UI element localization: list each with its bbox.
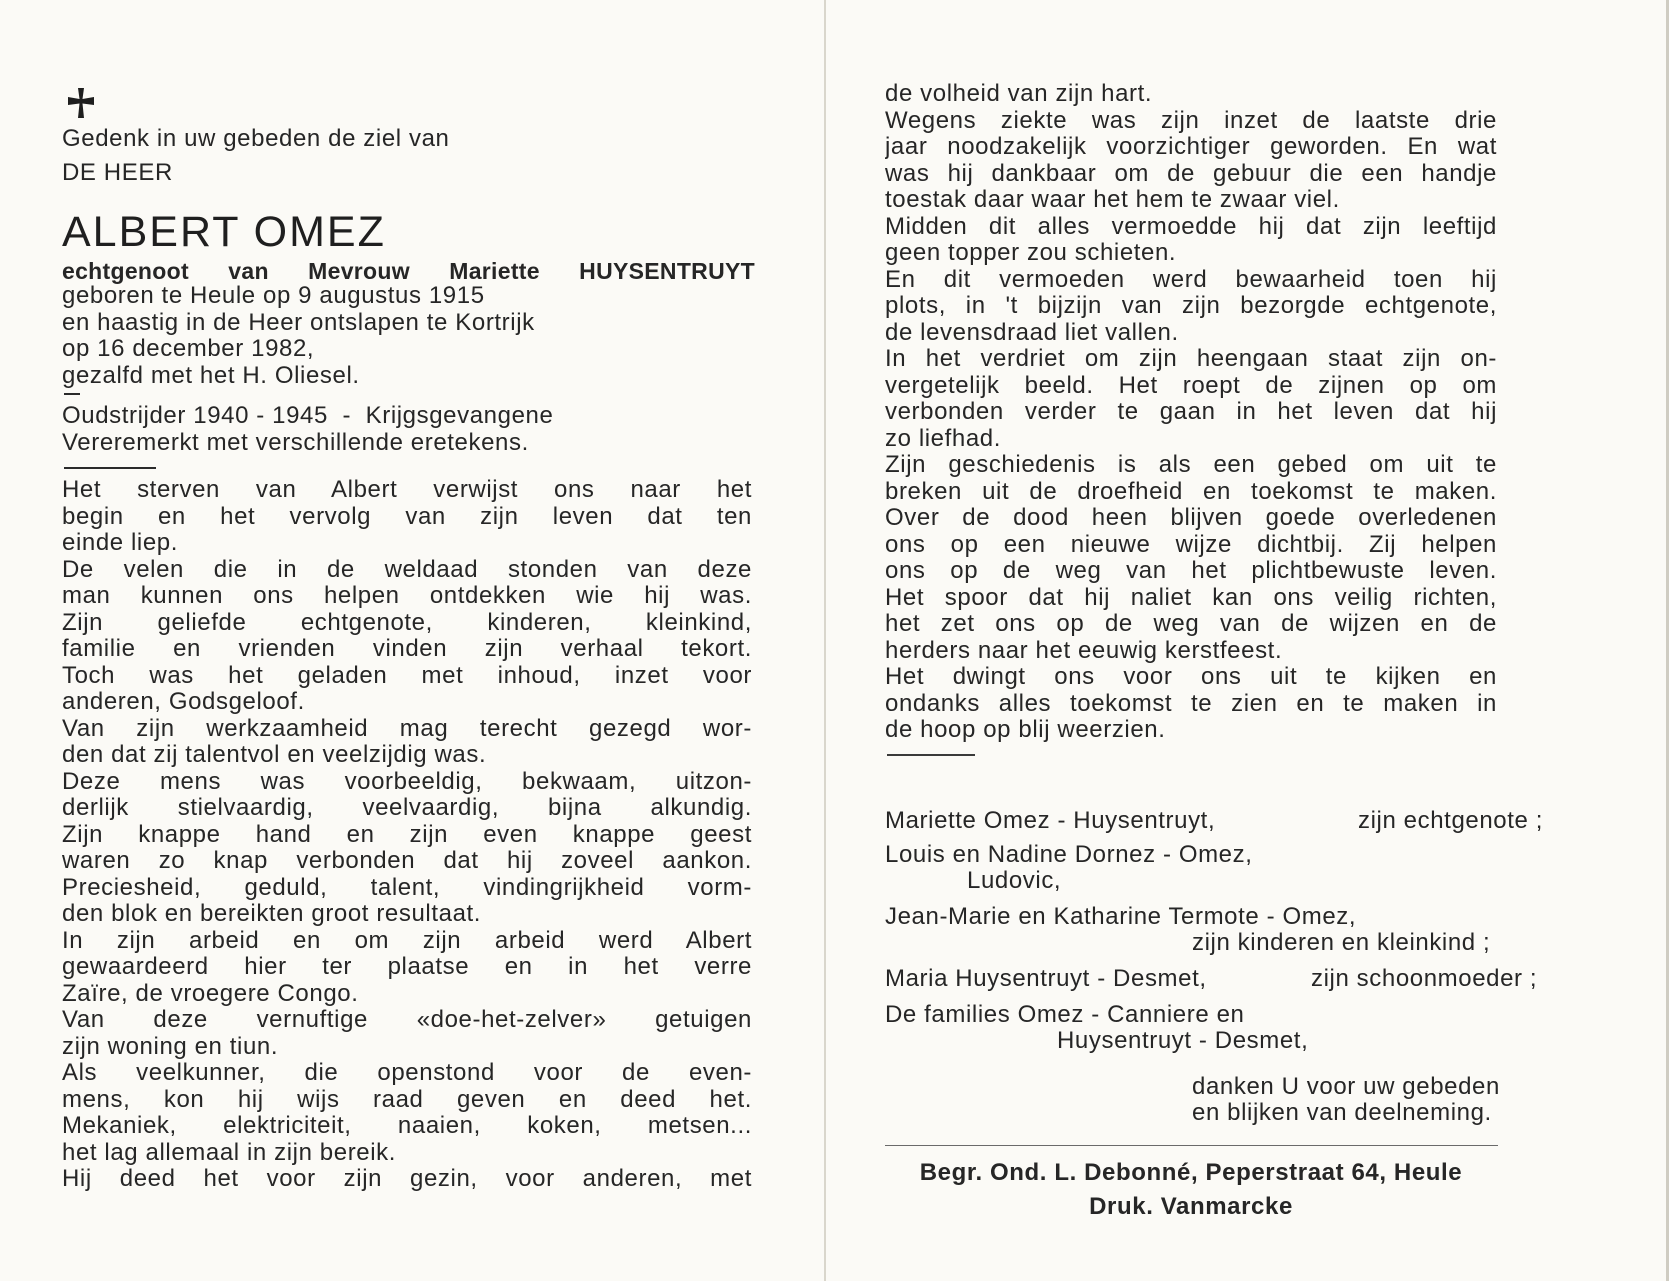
grandchild-line: Ludovic,: [967, 867, 1062, 894]
families-line-1: De families Omez - Canniere en: [885, 1001, 1245, 1028]
body-line: Het dwingt ons voor ons uit te kijken en: [885, 664, 1497, 690]
body-line: de volheid van zijn hart.: [885, 80, 1153, 107]
body-line: Mekaniek, elektriciteit, naaien, koken, metsen...: [62, 1113, 752, 1139]
honors-line: Vereremerkt met verschillende eretekens.: [62, 428, 529, 456]
body-line: de hoop op blij weerzien.: [885, 716, 1166, 743]
body-line: Preciesheid, geduld, talent, vindingrijkheid vorm-: [62, 874, 752, 901]
body-line: herders naar het eeuwig kerstfeest.: [885, 636, 1283, 664]
separator-line: [887, 754, 975, 756]
birth-line: en haastig in de Heer ontslapen te Kortrijk: [62, 308, 535, 336]
wife-role: zijn echtgenote ;: [1358, 807, 1543, 834]
separator-line: [64, 467, 156, 469]
cross-icon: [64, 86, 98, 120]
title-text: DE HEER: [62, 159, 173, 186]
body-line: de levensdraad liet vallen.: [885, 318, 1179, 346]
body-line: waren zo knap verbonden dat hij zoveel aankon.: [62, 848, 752, 874]
body-line: Wegens ziekte was zijn inzet de laatste drie: [885, 107, 1497, 134]
body-line: het lag allemaal in zijn bereik.: [62, 1138, 397, 1166]
deceased-name: ALBERT OMEZ: [62, 208, 386, 256]
printer-line-1: Begr. Ond. L. Debonné, Peperstraat 64, Heule: [919, 1159, 1463, 1186]
body-line: den dat zij talentvol en veelzijdig was.: [62, 741, 487, 768]
body-line: man kunnen ons helpen ontdekken wie hij was.: [62, 583, 752, 609]
thanks-line-2: en blijken van deelneming.: [1192, 1099, 1492, 1126]
child-line-1: Louis en Nadine Dornez - Omez,: [885, 841, 1253, 868]
mother-in-law-role: zijn schoonmoeder ;: [1311, 965, 1538, 992]
body-line: Deze mens was voorbeeldig, bekwaam, uitzon-: [62, 768, 752, 795]
body-line: verbonden verder te gaan in het leven dat hij: [885, 399, 1497, 425]
body-line: En dit vermoeden werd bewaarheid toen hij: [885, 266, 1497, 293]
body-line: toestak daar waar het hem te zwaar viel.: [885, 186, 1340, 213]
body-line: jaar noodzakelijk voorzichtiger geworden. En wat: [885, 134, 1497, 160]
body-line: Over de dood heen blijven goede overledenen: [885, 505, 1497, 531]
left-body: [62, 477, 752, 1193]
footer-rule: [885, 1145, 1498, 1146]
body-line: Van deze vernuftige «doe-het-zelver» getuigen: [62, 1007, 752, 1033]
body-line: einde liep.: [62, 529, 179, 556]
left-page: [0, 0, 826, 1281]
right-page: [826, 0, 1669, 1281]
body-line: Toch was het geladen met inhoud, inzet voor: [62, 662, 752, 689]
body-line: Van zijn werkzaamheid mag terecht gezegd wor-: [62, 715, 752, 742]
birth-block: [62, 283, 718, 389]
body-line: het zet ons op de weg van de wijzen en de: [885, 611, 1497, 637]
body-line: breken uit de droefheid en toekomst te maken.: [885, 478, 1497, 505]
body-line: vergetelijk beeld. Het roept de zijnen op om: [885, 372, 1497, 399]
body-line: ondanks alles toekomst te zien en te maken in: [885, 690, 1497, 717]
body-line: Hij deed het voor zijn gezin, voor anderen, met: [62, 1166, 752, 1192]
body-line: Het sterven van Albert verwijst ons naar het: [62, 477, 752, 503]
printer-line-2: Druk. Vanmarcke: [1089, 1193, 1293, 1220]
body-line: begin en het vervolg van zijn leven dat ten: [62, 503, 752, 530]
body-line: De velen die in de weldaad stonden van deze: [62, 556, 752, 583]
body-line: zijn woning en tiun.: [62, 1032, 279, 1060]
children-role: zijn kinderen en kleinkind ;: [1192, 929, 1491, 956]
body-line: mens, kon hij wijs raad geven en deed het.: [62, 1086, 752, 1113]
body-line: Zijn geliefde echtgenote, kinderen, kleinkind,: [62, 609, 752, 636]
body-line: gewaardeerd hier ter plaatse en in het verre: [62, 954, 752, 980]
body-line: Het spoor dat hij naliet kan ons veilig richten,: [885, 584, 1497, 611]
body-line: geen topper zou schieten.: [885, 239, 1177, 266]
body-line: anderen, Godsgeloof.: [62, 688, 305, 715]
mother-in-law-name: Maria Huysentruyt - Desmet,: [885, 965, 1207, 992]
birth-line: gezalfd met het H. Oliesel.: [62, 361, 360, 389]
wife-name: Mariette Omez - Huysentruyt,: [885, 807, 1216, 834]
families-line-2: Huysentruyt - Desmet,: [1057, 1027, 1309, 1054]
veteran-line: Oudstrijder 1940 - 1945 - Krijgsgevangene: [62, 402, 554, 429]
body-line: den blok en bereikten groot resultaat.: [62, 900, 482, 927]
spouse-line: echtgenoot van Mevrouw Mariette HUYSENTRUYT: [62, 258, 755, 284]
short-dash: [64, 393, 80, 395]
thanks-line-1: danken U voor uw gebeden: [1192, 1073, 1500, 1100]
body-line: ons op de weg van het plichtbewuste leven.: [885, 558, 1497, 584]
intro-text: Gedenk in uw gebeden de ziel van: [62, 125, 450, 152]
body-line: Zijn geschiedenis is als een gebed om uit te: [885, 452, 1497, 478]
body-line: familie en vrienden vinden zijn verhaal tekort.: [62, 636, 752, 662]
body-line: Zijn knappe hand en zijn even knappe geest: [62, 821, 752, 848]
body-line: Als veelkunner, die openstond voor de even-: [62, 1060, 752, 1086]
body-line: ons op een nieuwe wijze dichtbij. Zij helpen: [885, 531, 1497, 558]
body-line: Midden dit alles vermoedde hij dat zijn leeftijd: [885, 213, 1497, 240]
body-line: zo liefhad.: [885, 424, 1002, 452]
right-body: [885, 81, 1497, 744]
birth-line: geboren te Heule op 9 augustus 1915: [62, 282, 485, 309]
child-line-2: Jean-Marie en Katharine Termote - Omez,: [885, 903, 1357, 930]
body-line: derlijk stielvaardig, veelvaardig, bijna alkundig.: [62, 795, 752, 821]
body-line: was hij dankbaar om de gebuur die een handje: [885, 160, 1497, 187]
body-line: In het verdriet om zijn heengaan staat zijn on-: [885, 346, 1497, 372]
body-line: Zaïre, de vroegere Congo.: [62, 979, 359, 1007]
birth-line: op 16 december 1982,: [62, 335, 315, 362]
veteran-block: [62, 403, 709, 456]
body-line: In zijn arbeid en om zijn arbeid werd Albert: [62, 927, 752, 954]
body-line: plots, in 't bijzijn van zijn bezorgde echtgenote,: [885, 293, 1497, 319]
